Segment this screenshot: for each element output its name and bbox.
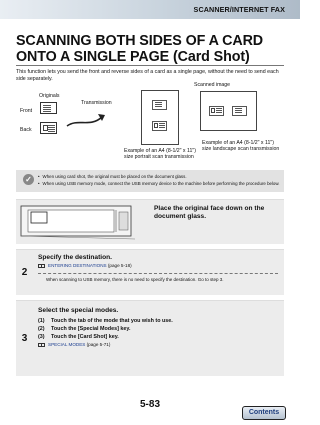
reference-link-text[interactable]: ENTERING DESTINATIONS [48, 263, 107, 268]
document-glass-illustration [20, 202, 140, 240]
step-3 [16, 300, 284, 376]
back-card-icon [40, 122, 57, 134]
portrait-caption-2: size portrait scan transmission [124, 154, 194, 160]
portrait-sheet [141, 90, 179, 145]
landscape-caption-1: Example of an A4 (8-1/2" x 11") [202, 140, 274, 146]
intro-text: This function lets you send the front and reverse sides of a card as a single page, without the need to send each side separately. [16, 69, 279, 82]
step-number: 3 [21, 333, 28, 344]
book-icon [38, 343, 45, 347]
note-item: • When using USB memory mode, connect the USB memory device to the machine before performing the procedure below. [38, 180, 279, 187]
transmission-label: Transmission [81, 100, 112, 106]
portrait-back-card [152, 121, 167, 131]
transmission-arrow-icon [64, 108, 110, 130]
page-number: 5-83 [139, 399, 160, 410]
step-title: Select the special modes. [38, 307, 119, 314]
section-title: SCANNER/INTERNET FAX [193, 5, 285, 14]
back-label: Back [20, 127, 32, 133]
reference-link-text[interactable]: SPECIAL MODES [48, 342, 86, 347]
portrait-caption-1: Example of an A4 (8-1/2" x 11") [124, 148, 196, 154]
reference-page: (page 5-18) [107, 263, 132, 268]
reference-link[interactable] [38, 262, 278, 269]
reference-page: (page 5-71) [86, 342, 111, 347]
landscape-caption-2: size landscape scan transmission [202, 146, 280, 152]
book-icon [38, 264, 45, 268]
contents-button[interactable]: Contents [242, 406, 286, 420]
step-2 [16, 249, 284, 295]
note-item: • When using card shot, the original must be placed on the document glass. [38, 173, 279, 180]
step-title: Place the original face down on the document glass. [154, 205, 265, 220]
front-label: Front [20, 108, 33, 114]
header-bar [0, 0, 300, 19]
step-note: When scanning to USB memory, there is no need to specify the destination. Go to step 3. [46, 277, 224, 282]
front-card-icon [40, 102, 57, 114]
title-divider [16, 65, 284, 66]
step-title: Specify the destination. [38, 254, 113, 261]
substep: (3) Touch the [Card Shot] key. [38, 334, 119, 340]
substep: (1) Touch the tab of the mode that you wish to use. [38, 318, 173, 324]
landscape-front-card [232, 106, 247, 116]
dashed-divider [38, 273, 278, 274]
landscape-sheet [200, 91, 257, 131]
reference-link[interactable] [38, 341, 278, 348]
notes-box [16, 170, 284, 192]
landscape-back-card [209, 106, 224, 116]
originals-label: Originals [39, 93, 60, 99]
page-title: SCANNING BOTH SIDES OF A CARD ONTO A SINGLE PAGE (Card Shot) [16, 33, 264, 65]
substep: (2) Touch the [Special Modes] key. [38, 326, 131, 332]
note-icon: ✓ [23, 174, 34, 185]
scanned-image-label: Scanned image [194, 82, 231, 88]
portrait-front-card [152, 100, 167, 110]
step-number: 2 [21, 267, 28, 278]
